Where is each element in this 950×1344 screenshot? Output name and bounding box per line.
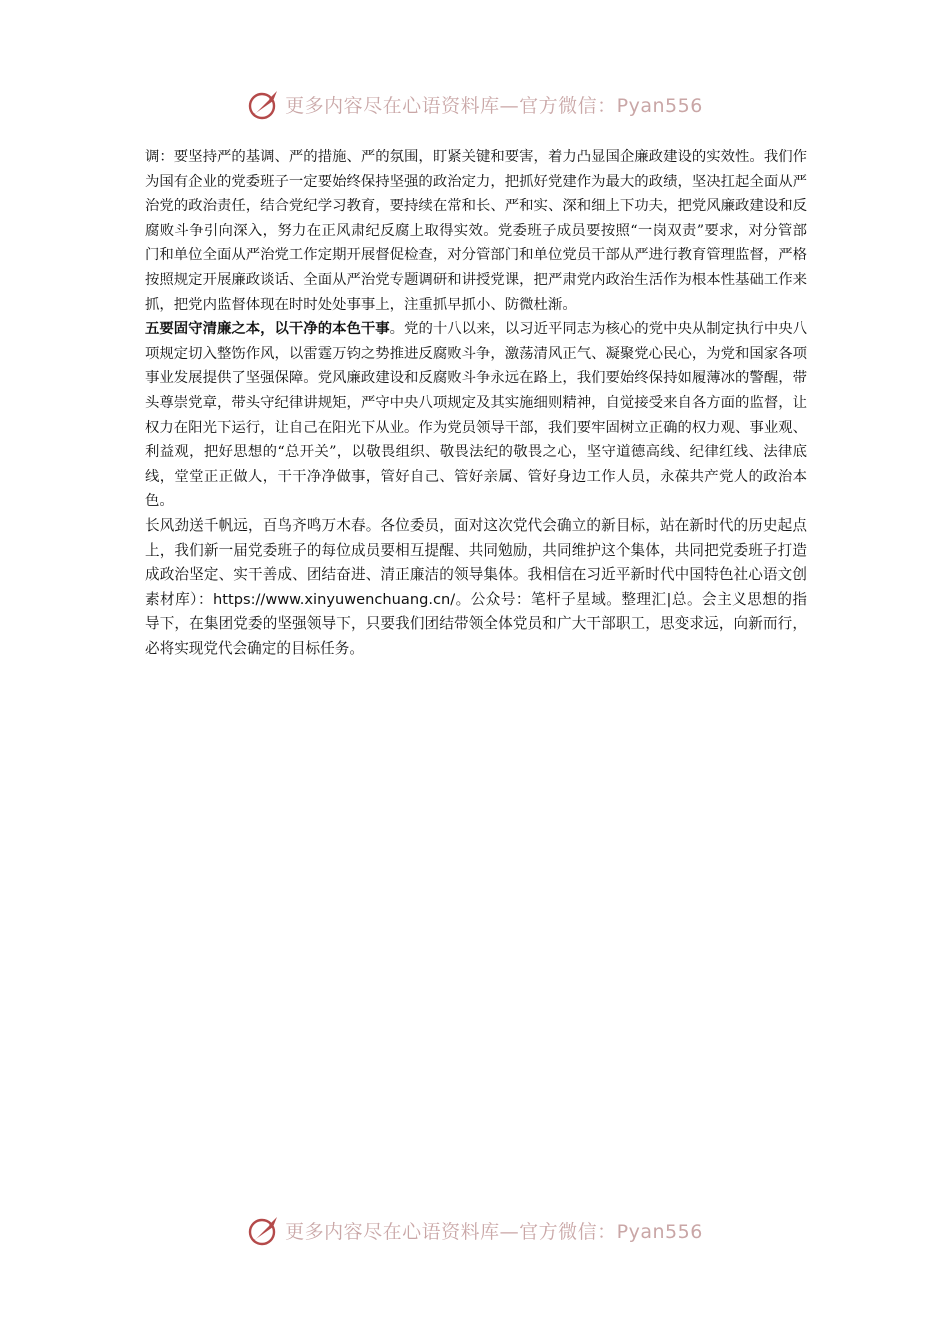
header-banner-label: 更多内容尽在心语资料库—官方微信： xyxy=(285,94,617,117)
footer-banner-text xyxy=(285,1217,703,1244)
body-paragraph-1: 调：要坚持严的基调、严的措施、严的氛围，盯紧关键和要害，着力凸显国企廉政建设的实效性。我们作为国有企业的党委班子一定要始终保持坚强的政治定力，把抓好党建作为最大的政绩，坚决扛起全面从严治党的政治责任，结合党纪学习教育，要持续在常和长、严和实、深和细上下功夫，把党风廉政建设和反腐败斗争引向深入，努力在正风肃纪反腐上取得实效。党委班子成员要按照“一岗双责”要求，对分管部门和单位全面从严治党工作定期开展督促检查，对分管部门和单位党员干部从严进行教育管理监督，严格按照规定开展廉政谈话、全面从严治党专题调研和讲授党课，把严肃党内政治生活作为根本性基础工作来抓，把党内监督体现在时时处处事事上，注重抓早抓小、防微杜渐。 xyxy=(145,149,807,313)
document-body xyxy=(145,145,807,661)
footer-banner xyxy=(0,1210,950,1250)
quill-logo-icon xyxy=(247,1213,281,1247)
paragraph-2-heading: 五要固守清廉之本，以干净的本色干事 xyxy=(145,321,390,338)
paragraph-2-text: 。党的十八以来，以习近平同志为核心的党中央从制定执行中央八项规定切入整饬作风，以雷霆万钧之势推进反腐败斗争，激荡清风正气、凝聚党心民心，为党和国家各项事业发展提供了坚强保障。党风廉政建设和反腐败斗争永远在路上，我们要始终保持如履薄冰的警醒，带头尊崇党章，带头守纪律讲规矩，严守中央八项规定及其实施细则精神，自觉接受来自各方面的监督，让权力在阳光下运行，让自己在阳光下从业。作为党员领导干部，我们要牢固树立正确的权力观、事业观、利益观，把好思想的“总开关”，以敬畏组织、敬畏法纪的敬畏之心，坚守道德高线、纪律红线、法律底线，堂堂正正做人，干干净净做事，管好自己、管好亲属、管好身边工作人员，永葆共产党人的政治本色。 xyxy=(145,321,807,510)
quill-logo-icon xyxy=(247,87,281,121)
footer-wechat-id: Pyan556 xyxy=(616,1220,703,1243)
body-paragraph-3: 长风劲送千帆远，百鸟齐鸣万木春。各位委员，面对这次党代会确立的新目标，站在新时代的历史起点上，我们新一届党委班子的每位成员要相互提醒、共同勉励，共同维护这个集体，共同把党委班子打造成政治坚定、实干善成、团结奋进、清正廉洁的领导集体。我相信在习近平新时代中国特色社心语文创素材库）：https://www.xinyuwenchuang.cn/。公众号：笔杆子星域。整理汇|总。会主义思想的指导下，在集团党委的坚强领导下，只要我们团结带领全体党员和广大干部职工，思变求远，向新而行，必将实现党代会确定的目标任务。 xyxy=(145,516,807,657)
header-banner xyxy=(0,84,950,124)
body-paragraph-2 xyxy=(145,317,807,514)
header-wechat-id: Pyan556 xyxy=(616,94,703,117)
header-banner-text xyxy=(285,91,703,118)
footer-banner-label: 更多内容尽在心语资料库—官方微信： xyxy=(285,1220,617,1243)
